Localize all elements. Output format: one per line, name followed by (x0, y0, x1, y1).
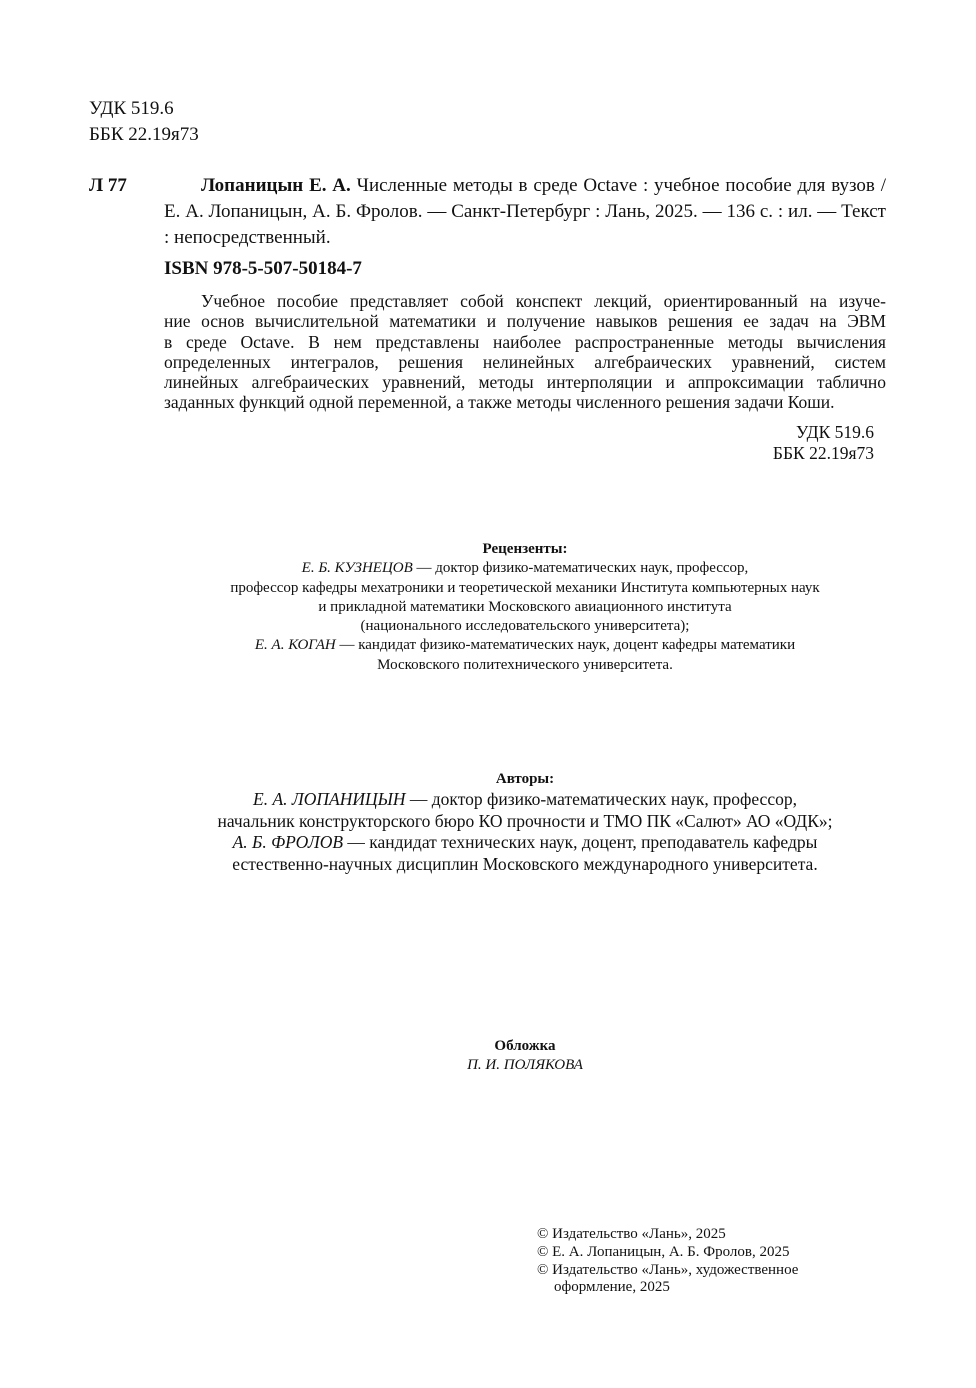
isbn: ISBN 978-5-507-50184-7 (164, 258, 362, 279)
copyright-line: © Е. А. Лопаницын, А. Б. Фролов, 2025 (537, 1243, 790, 1260)
abstract-line: линейных алгебраических уравнений, методы интерполяции и аппроксимации таблично (164, 372, 886, 393)
reviewer-2-title: — кандидат физико-математических наук, доцент кафедры математики (335, 637, 796, 654)
author-1-affiliation: начальник конструкторского бюро КО прочности и ТМО ПК «Салют» АО «ОДК»; (217, 810, 833, 831)
copyright-line: © Издательство «Лань», художественное (537, 1261, 799, 1278)
udk-header (89, 96, 199, 148)
copyright-line-continued: оформление, 2025 (554, 1279, 670, 1296)
bbk-code: ББК 22.19я73 (89, 124, 199, 145)
bibliographic-record (164, 173, 886, 251)
cover-heading: Обложка (494, 1038, 556, 1054)
authors-heading: Авторы: (495, 771, 555, 787)
udk-code: УДК 519.6 (89, 98, 174, 119)
reviewer-1 (100, 559, 950, 578)
abstract-line: в среде Octave. В нем представлены наиболее распространенные методы вычисления (164, 331, 886, 352)
reviewer-1-name: Е. Б. КУЗНЕЦОВ (301, 560, 413, 577)
abstract (164, 291, 886, 413)
authors-section (100, 770, 950, 875)
abstract-bbk: ББК 22.19я73 (772, 442, 874, 463)
reviewer-1-affiliation: (национального исследовательского университета); (360, 618, 690, 635)
reviewers-section (100, 540, 950, 675)
reviewer-1-affiliation: и прикладной математики Московского авиационного института (318, 598, 732, 615)
author-2-affiliation: естественно-научных дисциплин Московского международного университета. (232, 853, 818, 874)
cover-designer: П. И. ПОЛЯКОВА (467, 1057, 583, 1074)
abstract-line: ние основ вычислительной математики и получение навыков решения ее задач на ЭВМ (164, 311, 886, 332)
record-description: Численные методы в среде Octave : учебное пособие для вузов / Е. А. Лопаницын, А. Б. Фролов. — Санкт-Петербург : Лань, 2025. — 136 с. : ил. — Текст : непосредственный. (164, 175, 887, 248)
reviewer-2-affiliation: Московского политехнического университета. (377, 656, 673, 673)
record-author: Лопаницын Е. А. (201, 175, 351, 196)
copyright-block (537, 1226, 798, 1297)
abstract-line: Учебное пособие представляет собой конспект лекций, ориентированный на изуче- (201, 291, 886, 311)
reviewer-1-title: — доктор физико-математических наук, профессор, (412, 560, 749, 577)
author-2-title: — кандидат технических наук, доцент, преподаватель кафедры (343, 832, 818, 852)
author-mark: Л 77 (89, 175, 127, 196)
abstract-classification (700, 422, 874, 463)
author-1-name: Е. А. ЛОПАНИЦЫН (253, 789, 406, 809)
reviewer-2-name: Е. А. КОГАН (254, 637, 336, 654)
cover-section (100, 1037, 950, 1076)
copyright-line: © Издательство «Лань», 2025 (537, 1226, 726, 1242)
abstract-udk: УДК 519.6 (796, 422, 874, 442)
author-2-name: А. Б. ФРОЛОВ (232, 832, 344, 852)
author-2 (100, 832, 950, 854)
author-1 (100, 789, 950, 811)
abstract-line: заданных функций одной переменной, а также методы численного решения задачи Коши. (164, 392, 835, 413)
reviewers-heading: Рецензенты: (482, 541, 568, 557)
abstract-line: определенных интегралов, решения нелинейных алгебраических уравнений, систем (164, 351, 886, 372)
author-1-title: — доктор физико-математических наук, профессор, (405, 789, 797, 809)
reviewer-2 (100, 636, 950, 655)
reviewer-1-affiliation: профессор кафедры мехатроники и теоретической механики Института компьютерных наук (230, 579, 820, 596)
